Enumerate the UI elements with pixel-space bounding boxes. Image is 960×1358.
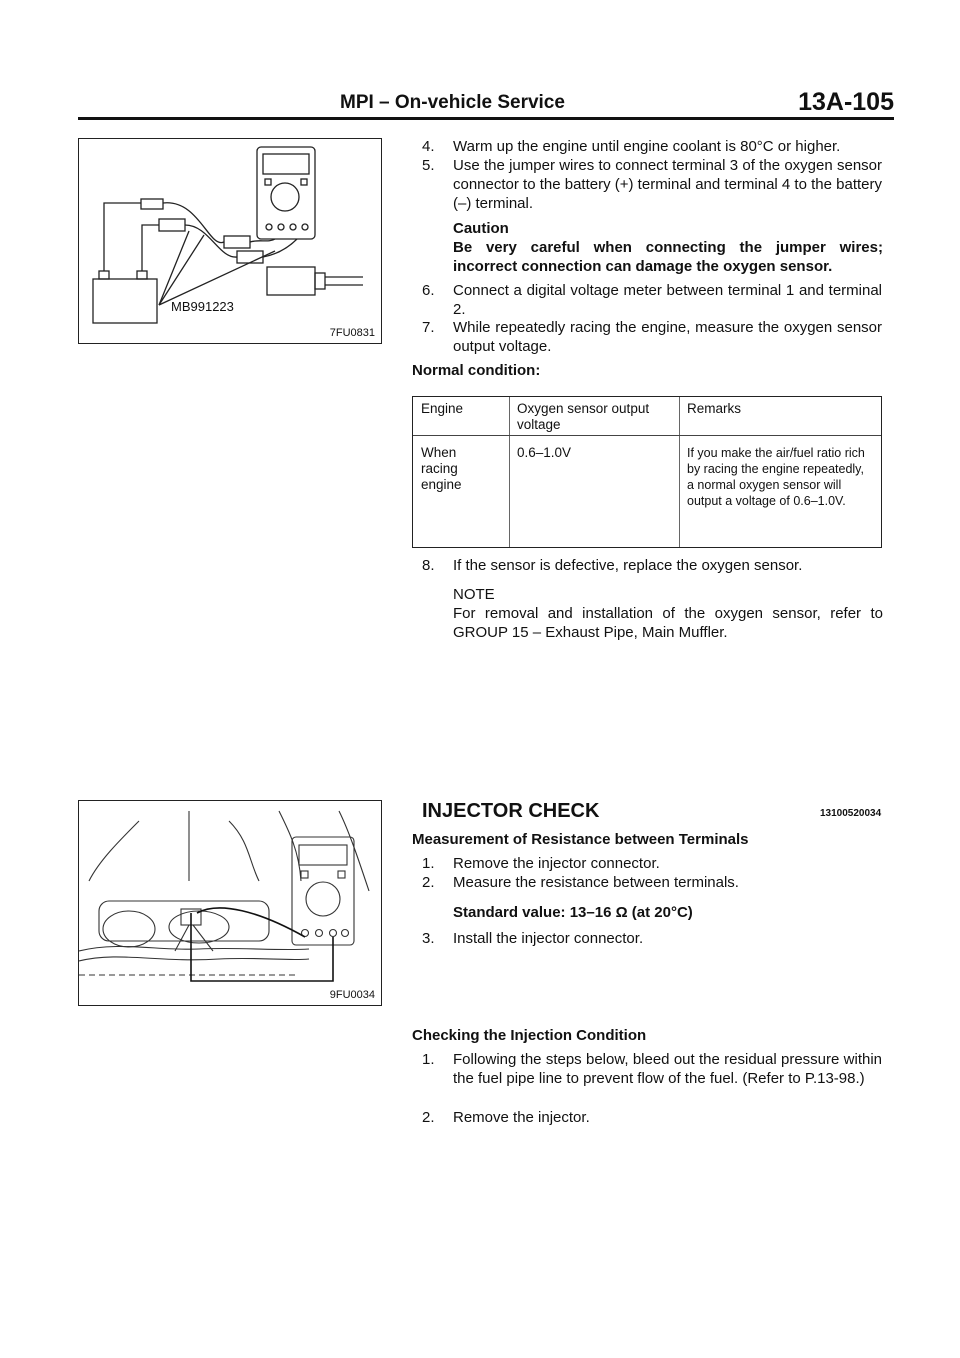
table-divider <box>679 397 680 547</box>
step-number: 2. <box>422 1109 435 1126</box>
step-number: 8. <box>422 557 435 574</box>
step-number: 1. <box>422 855 435 872</box>
normal-condition-label: Normal condition: <box>412 362 541 379</box>
table-header-remarks: Remarks <box>687 401 742 416</box>
table-cell-remarks: If you make the air/fuel ratio rich by racing the engine repeatedly, a normal oxygen sensor will output a voltage of 0.6–1.0V. <box>687 446 865 508</box>
step-number: 2. <box>422 874 435 891</box>
spec-table <box>412 396 882 548</box>
table-header-engine: Engine <box>421 401 464 416</box>
table-divider <box>509 397 510 547</box>
figure-code: 9FU0034 <box>329 989 375 1001</box>
page-title: MPI – On-vehicle Service <box>340 92 565 113</box>
page-header <box>78 88 894 118</box>
injector-step-1 <box>422 854 882 873</box>
step-text: While repeatedly racing the engine, measure the oxygen sensor output voltage. <box>453 319 882 355</box>
injector-figure <box>78 800 382 1006</box>
step-number: 1. <box>422 1051 435 1068</box>
step-8 <box>422 556 882 575</box>
step-text: Measure the resistance between terminals. <box>453 874 739 891</box>
step-6 <box>422 281 882 321</box>
step-text: Remove the injector. <box>453 1109 590 1126</box>
injector-step-3 <box>422 929 882 948</box>
step-text: Install the injector connector. <box>453 930 644 947</box>
step-7 <box>422 318 882 358</box>
step-text: Warm up the engine until engine coolant is 80°C or higher. <box>453 138 841 155</box>
step-number: 4. <box>422 138 435 155</box>
header-rule <box>78 117 894 120</box>
section-title: INJECTOR CHECK <box>422 800 600 822</box>
note-text: For removal and installation of the oxygen sensor, refer to GROUP 15 – Exhaust Pipe, Main Muffler. <box>453 605 883 641</box>
caution-label: Caution <box>453 220 509 237</box>
injection-step-1 <box>422 1050 882 1110</box>
subheading-resistance: Measurement of Resistance between Terminals <box>412 831 749 848</box>
step-text: Following the steps below, bleed out the residual pressure within the fuel pipe line to prevent flow of the fuel. (Refer to P.13-98.) <box>453 1051 882 1087</box>
table-cell-voltage: 0.6–1.0V <box>517 445 572 460</box>
step-number: 6. <box>422 282 435 299</box>
table-header-voltage: Oxygen sensor output voltage <box>517 401 650 432</box>
injection-step-2 <box>422 1108 882 1127</box>
caution-text: Be very careful when connecting the jumper wires; incorrect connection can damage the oxygen sensor. <box>453 239 883 275</box>
step-number: 7. <box>422 319 435 336</box>
oxygen-sensor-figure <box>78 138 382 344</box>
table-divider <box>413 435 881 436</box>
step-text: Connect a digital voltage meter between terminal 1 and terminal 2. <box>453 282 882 318</box>
page-number: 13A-105 <box>798 88 894 116</box>
step-number: 5. <box>422 157 435 174</box>
step-text: Remove the injector connector. <box>453 855 660 872</box>
figure-code: 7FU0831 <box>329 327 375 339</box>
section-code: 13100520034 <box>820 808 882 819</box>
standard-value: Standard value: 13–16 Ω (at 20°C) <box>453 904 693 921</box>
step-number: 3. <box>422 930 435 947</box>
note-label: NOTE <box>453 586 495 603</box>
step-5 <box>422 156 882 216</box>
subheading-injection: Checking the Injection Condition <box>412 1027 647 1044</box>
injector-step-2 <box>422 873 882 892</box>
tool-number: MB991223 <box>171 299 234 314</box>
step-4 <box>422 137 882 156</box>
step-text: If the sensor is defective, replace the oxygen sensor. <box>453 557 803 574</box>
table-cell-engine: When racing engine <box>421 445 462 492</box>
step-text: Use the jumper wires to connect terminal 3 of the oxygen sensor connector to the battery (+) terminal and terminal 4 to the battery (–) terminal. <box>453 157 882 212</box>
injector-diagram <box>79 801 381 1005</box>
